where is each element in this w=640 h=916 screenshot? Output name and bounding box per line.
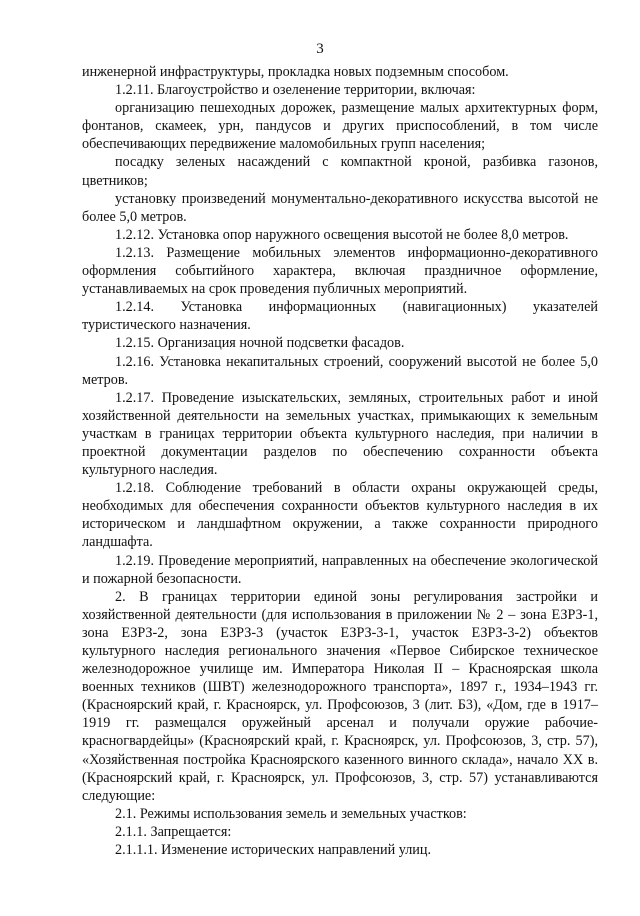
paragraph: 1.2.18. Соблюдение требований в области охраны окружающей среды, необходимых для обеспечения сохранности объектов культурного наследия в их историческом и ландшафтном окружении, а также сохранности природного ландшафта. [82,480,598,551]
paragraph: организацию пешеходных дорожек, размещение малых архитектурных форм, фонтанов, скамеек, урн, пандусов и других приспособлений, в том числе обеспечивающих передвижение маломобильных групп населения; [82,100,598,153]
paragraph: установку произведений монументально-декоративного искусства высотой не более 5,0 метров. [82,190,598,225]
paragraph: 2.1. Режимы использования земель и земельных участков: [115,805,467,822]
paragraph: 1.2.14. Установка информационных (навигационных) указателей туристического назначения. [82,299,598,334]
paragraph: 1.2.19. Проведение мероприятий, направленных на обеспечение экологической и пожарной безопасности. [82,552,598,587]
paragraph: 2. В границах территории единой зоны регулирования застройки и хозяйственной деятельности (для использования в приложении № 2 – зона ЕЗРЗ-1, зона ЕЗРЗ-2, зона ЕЗРЗ-3 (участок ЕЗРЗ-3-1, участок ЕЗРЗ-3-2) объектов культурного наследия регионального значения «Первое Сибирское техническое железнодорожное училище им. Императора Николая II – Красноярская школа военных техников (ШВТ) железнодорожного транспорта», 1897 г., 1934–1943 гг. (Красноярский край, г. Красноярск, ул. Профсоюзов, 3 (лит. Б3), «Дом, где в 1917–1919 гг. размещался оружейный арсенал и получали оружие рабочие-красногвардейцы» (Красноярский край, г. Красноярск, ул. Профсоюзов, 3, стр. 57), «Хозяйственная постройка Красноярского казенного винного склада», начало XX в. (Красноярский край, г. Красноярск, ул. Профсоюзов, 3, стр. 57) устанавливаются следующие: [82,588,598,804]
paragraph: инженерной инфраструктуры, прокладка новых подземным способом. [82,64,509,80]
paragraph: посадку зеленых насаждений с компактной кроной, разбивка газонов, цветников; [82,154,598,189]
page-number: 3 [316,41,324,57]
paragraph: 1.2.11. Благоустройство и озеленение территории, включая: [115,82,476,99]
paragraph: 1.2.16. Установка некапитальных строений, сооружений высотой не более 5,0 метров. [82,353,598,388]
paragraph: 1.2.12. Установка опор наружного освещения высотой не более 8,0 метров. [115,226,569,243]
paragraph: 1.2.13. Размещение мобильных элементов информационно-декоративного оформления событийного характера, включая праздничное оформление, устанавливаемых на срок проведения публичных мероприятий. [82,244,598,298]
document-body [82,63,598,859]
paragraph: 2.1.1.1. Изменение исторических направлений улиц. [115,842,432,859]
paragraph: 1.2.17. Проведение изыскательских, земляных, строительных работ и иной хозяйственной деятельности на земельных участках, примыкающих к земельным участкам в границах территории объекта культурного наследия, при наличии в проектной документации разделов по обеспечению сохранности объекта культурного наследия. [82,389,598,479]
paragraph: 2.1.1. Запрещается: [115,823,232,840]
paragraph: 1.2.15. Организация ночной подсветки фасадов. [115,335,405,352]
